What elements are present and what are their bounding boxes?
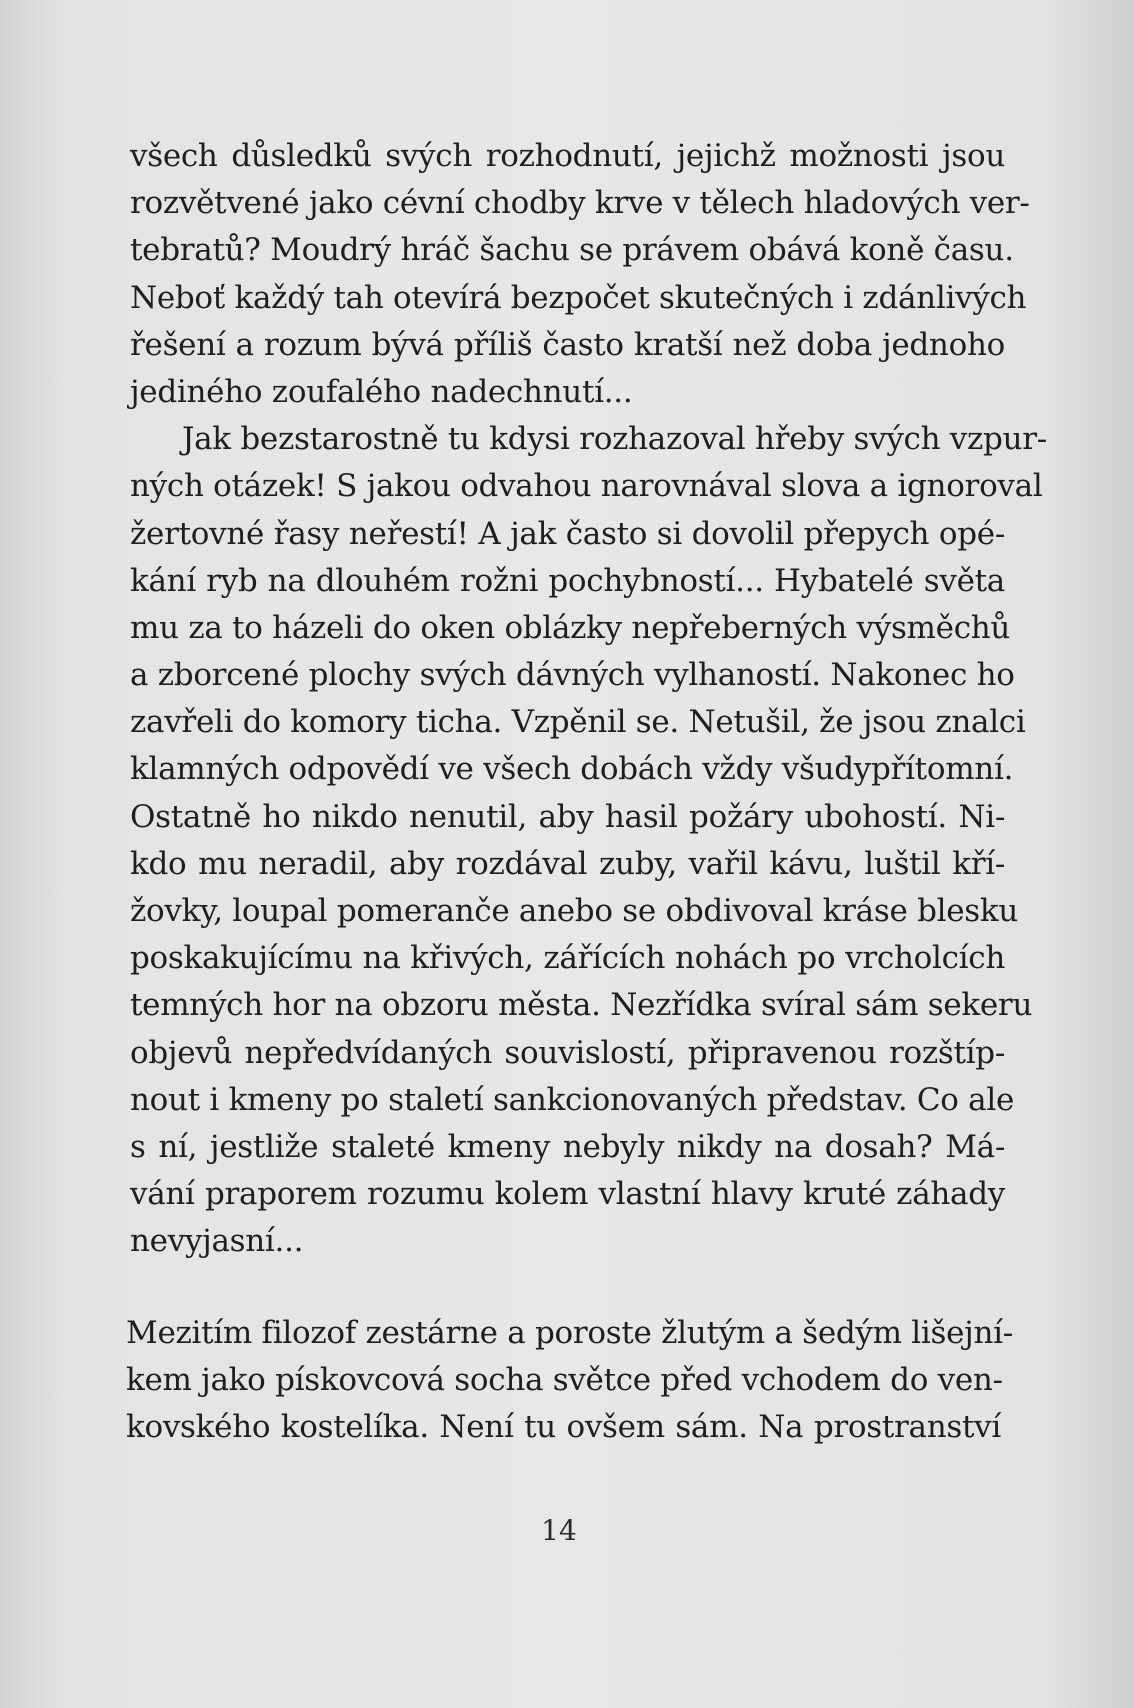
text-line: temných hor na obzoru města. Nezřídka svíral sám sekeru	[130, 987, 1033, 1024]
page-number: 14	[541, 1514, 577, 1547]
text-line: nout i kmeny po staletí sankcionovaných představ. Co ale	[130, 1081, 1015, 1118]
text-line: Jak bezstarostně tu kdysi rozhazoval hřeby svých vzpur-	[182, 421, 1047, 458]
text-line: jediného zoufalého nadechnutí...	[130, 373, 633, 410]
text-line: s ní, jestliže staleté kmeny nebyly nikdy na dosah? Má-	[130, 1128, 1005, 1165]
text-line: kání ryb na dlouhém rožni pochybností... Hybatelé světa	[130, 562, 1005, 599]
text-line: Ostatně ho nikdo nenutil, aby hasil požáry ubohostí. Ni-	[130, 798, 1005, 835]
text-line: kdo mu neradil, aby rozdával zuby, vařil kávu, luštil kří-	[130, 845, 1005, 882]
text-line: a zborcené plochy svých dávných vylhaností. Nakonec ho	[130, 657, 1015, 694]
text-line: nevyjasní...	[130, 1223, 304, 1260]
text-line: řešení a rozum bývá příliš často kratší než doba jednoho	[130, 326, 1005, 363]
text-line: žertovné řasy neřestí! A jak často si dovolil přepych opé-	[130, 515, 1005, 552]
text-line: mu za to házeli do oken oblázky nepřeberných výsměchů	[130, 609, 1011, 646]
paragraph-block-2	[126, 1310, 1013, 1452]
text-line: všech důsledků svých rozhodnutí, jejichž možnosti jsou	[130, 138, 1005, 174]
text-line: zavřeli do komory ticha. Vzpěnil se. Netušil, že jsou znalci	[130, 704, 1026, 741]
text-line: klamných odpovědí ve všech dobách vždy všudypřítomní.	[130, 751, 1014, 788]
text-line: objevů nepředvídaných souvislostí, připravenou rozštíp-	[130, 1034, 1005, 1071]
text-line: Mezitím filozof zestárne a poroste žlutým a šedým lišejní-	[126, 1315, 1013, 1351]
text-line: tebratů? Moudrý hráč šachu se právem obává koně času.	[130, 232, 1014, 269]
text-line: vání praporem rozumu kolem vlastní hlavy kruté záhady	[130, 1176, 1005, 1213]
text-line: Neboť každý tah otevírá bezpočet skutečných i zdánlivých	[130, 279, 1027, 316]
text-line: rozvětvené jako cévní chodby krve v tělech hladových ver-	[130, 185, 1030, 222]
text-line: poskakujícímu na křivých, zářících nohách po vrcholcích	[130, 940, 1005, 977]
text-line: žovky, loupal pomeranče anebo se obdivoval kráse blesku	[130, 893, 1019, 929]
text-line: kovského kostelíka. Není tu ovšem sám. Na prostranství	[126, 1409, 1001, 1446]
paragraph-block-1	[130, 133, 1047, 1266]
text-line: ných otázek! S jakou odvahou narovnával slova a ignoroval	[130, 468, 1043, 505]
text-line: kem jako pískovcová socha světce před vchodem do ven-	[126, 1362, 1003, 1399]
